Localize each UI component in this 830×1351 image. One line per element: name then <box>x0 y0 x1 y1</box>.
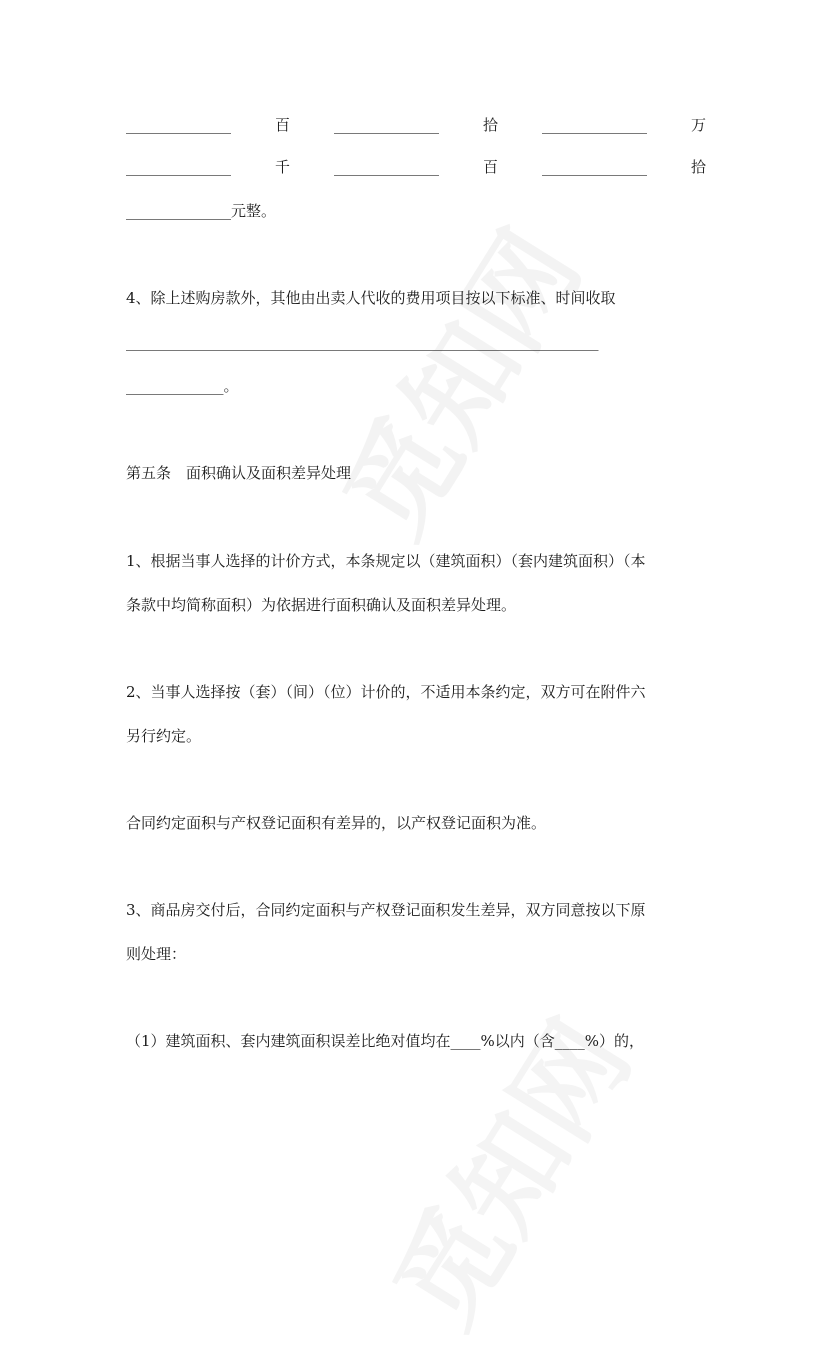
amount-row-3: ______________元整。 <box>126 202 277 220</box>
blank-field: ______________ <box>333 158 439 176</box>
blank-field: ______________ <box>126 158 231 176</box>
fees-blank-1: _______________________________________________________________ <box>126 333 599 351</box>
unit-label: 百 <box>482 158 498 176</box>
unit-label: 百 <box>274 116 290 134</box>
unit-label: 千 <box>274 158 290 176</box>
fees-paragraph: 4、除上述购房款外，其他由出卖人代收的费用项目按以下标准、时间收取 <box>126 289 616 307</box>
article-5-note: 合同约定面积与产权登记面积有差异的，以产权登记面积为准。 <box>126 814 547 832</box>
blank-field: ______________ <box>541 116 647 134</box>
amount-row-2 <box>126 156 706 178</box>
article-5-clause-1: 1、根据当事人选择的计价方式，本条规定以（建筑面积）（套内建筑面积）（本 <box>126 552 646 570</box>
unit-label: 万 <box>690 116 706 134</box>
article-5-clause-3-cont: 则处理： <box>126 945 187 963</box>
unit-label: 拾 <box>690 158 706 176</box>
blank-field: ______________ <box>126 116 231 134</box>
unit-label: 拾 <box>482 116 498 134</box>
article-5-clause-3-item-1: （1）建筑面积、套内建筑面积误差比绝对值均在____%以内（含____%）的， <box>126 1032 645 1050</box>
article-5-heading: 第五条 面积确认及面积差异处理 <box>126 464 352 482</box>
article-5-clause-2: 2、当事人选择按（套）（间）（位）计价的，不适用本条约定，双方可在附件六 <box>126 683 646 701</box>
blank-field: ______________ <box>333 116 439 134</box>
article-5-clause-1-cont: 条款中均简称面积）为依据进行面积确认及面积差异处理。 <box>126 596 517 614</box>
article-5-clause-2-cont: 另行约定。 <box>126 727 202 745</box>
blank-field: ______________ <box>541 158 647 176</box>
article-5-clause-3: 3、商品房交付后，合同约定面积与产权登记面积发生差异，双方同意按以下原 <box>126 901 646 919</box>
amount-row-1 <box>126 114 706 136</box>
fees-blank-2: _____________。 <box>126 377 239 395</box>
